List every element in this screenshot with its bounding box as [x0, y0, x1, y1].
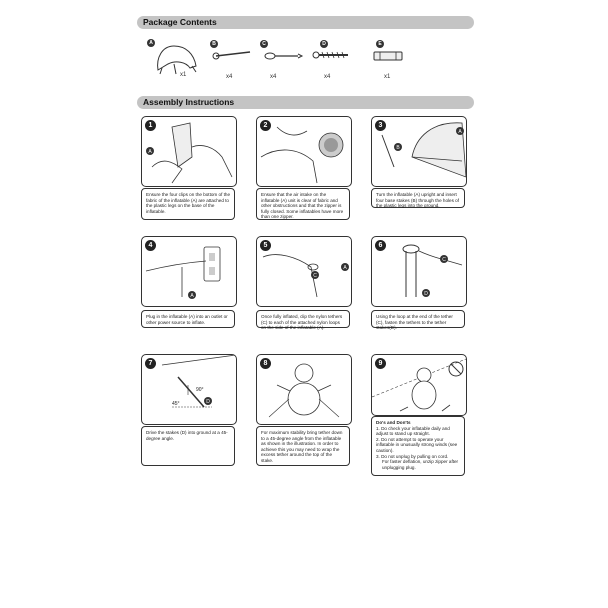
part-e-badge: E	[376, 40, 384, 48]
hands-clip-icon	[142, 117, 236, 186]
step-8-illustration	[256, 354, 352, 425]
part-e-qty: x1	[384, 74, 391, 80]
snowman-tether-icon	[257, 355, 351, 424]
step-6-callout-d: D	[424, 291, 428, 297]
step-2-caption	[256, 188, 350, 220]
step-4-caption-text: Plug in the inflatable (A) into an outlet or other power source to inflate.	[146, 314, 228, 325]
step-7-angle-45: 45°	[172, 401, 180, 407]
step-4-number: 4	[145, 240, 156, 251]
step-5-caption	[256, 310, 350, 331]
step-5-callout-c: C	[313, 273, 317, 279]
step-4-caption	[141, 310, 235, 328]
step-6-number: 6	[375, 240, 386, 251]
dos-donts-item-4: For faster deflation, unzip zipper after unplugging plug.	[382, 459, 459, 470]
step-4-illustration	[141, 236, 237, 307]
part-b	[208, 40, 258, 80]
step-4-callout-a: A	[190, 293, 194, 299]
step-6-caption-text: Using the loop at the end of the tether (C), fasten the tethers to the tether stakes(D).	[376, 314, 453, 331]
part-c	[258, 40, 308, 80]
step-5-illustration	[256, 236, 352, 307]
step-2	[256, 116, 352, 220]
angled-stake-icon	[142, 355, 236, 424]
dos-donts-box	[371, 416, 465, 476]
part-d-qty: x4	[324, 74, 331, 80]
tether-stake-icon	[312, 40, 362, 80]
step-8-caption	[256, 426, 350, 466]
wind-caution-icon	[372, 355, 466, 415]
step-7-illustration	[141, 354, 237, 425]
step-7-angle-90: 90°	[196, 387, 204, 393]
tether-stake-loop-icon	[372, 237, 466, 306]
base-stake-insert-icon	[372, 117, 466, 186]
part-d	[312, 40, 362, 80]
step-3-illustration	[371, 116, 467, 187]
step-9-illustration	[371, 354, 467, 416]
step-5-number: 5	[260, 240, 271, 251]
assembly-instructions-title: Assembly Instructions	[143, 97, 235, 107]
plug-outlet-icon	[142, 237, 236, 306]
step-3-caption	[371, 188, 465, 208]
part-a-qty: x1	[180, 72, 187, 78]
base-stake-icon	[208, 40, 258, 80]
step-6-illustration	[371, 236, 467, 307]
step-1-caption	[141, 188, 235, 220]
step-3-callout-b: B	[396, 145, 400, 151]
package-contents-title: Package Contents	[143, 17, 217, 27]
step-2-number: 2	[260, 120, 271, 131]
part-e	[370, 40, 420, 80]
step-6-callout-c: C	[442, 257, 446, 263]
step-1	[141, 116, 237, 220]
step-8-number: 8	[260, 358, 271, 369]
part-a	[146, 38, 206, 78]
step-6-caption	[371, 310, 465, 331]
dos-donts-title: Do's and Don'ts	[376, 420, 411, 425]
step-1-caption-text: Ensure the four clips on the bottom of the fabric of the inflatable (A) are attached to the plastic legs on the base of the inflatable.	[146, 192, 231, 214]
part-b-qty: x4	[226, 74, 233, 80]
step-3-caption-text: Turn the inflatable (A) upright and insert four base stakes (B) through the holes of the plastic legs into the ground.	[376, 192, 459, 209]
dos-donts-item-1: 1. Do check your inflatable daily and adjust to stand up straight.	[376, 425, 450, 437]
step-6	[371, 236, 467, 331]
package-contents-header	[137, 16, 474, 29]
part-d-badge: D	[320, 40, 328, 48]
step-8	[256, 354, 352, 466]
part-c-badge: C	[260, 40, 268, 48]
dos-donts-item-2: 2. Do not attempt to operate your inflatable in unusually strong winds (see caution).	[376, 436, 458, 453]
step-1-illustration	[141, 116, 237, 187]
step-7-caption-text: Drive the stakes (D) into ground at a 45-degree angle.	[146, 430, 228, 441]
dos-donts-item-3: 3. Do not unplug by pulling on cord.	[376, 453, 449, 459]
step-7-number: 7	[145, 358, 156, 369]
step-1-number: 1	[145, 120, 156, 131]
step-3	[371, 116, 467, 220]
step-9-number: 9	[375, 358, 386, 369]
assembly-instructions-header	[137, 96, 474, 109]
part-b-badge: B	[210, 40, 218, 48]
step-5-caption-text: Once fully inflated, clip the nylon tethers (C) to each of the attached nylon loops on the side of the inflatable (A).	[261, 314, 343, 331]
clip-tether-icon	[257, 237, 351, 306]
step-8-caption-text: For maximum stability bring tether down to a 45-degree angle from the inflatable as shown in the illustration. In order to achieve this you may need to wrap the excess tether around the top of the stake.	[261, 430, 343, 463]
step-2-illustration	[256, 116, 352, 187]
step-5	[256, 236, 352, 331]
step-7-caption	[141, 426, 235, 466]
step-3-callout-a: A	[458, 129, 462, 135]
folded-inflatable-icon	[146, 38, 206, 78]
step-5-callout-a: A	[343, 265, 347, 271]
step-7-callout-d: D	[206, 399, 210, 405]
fuse-icon	[370, 40, 420, 80]
part-a-badge: A	[147, 39, 155, 47]
step-7	[141, 354, 237, 466]
tether-clip-icon	[258, 40, 308, 80]
part-c-qty: x4	[270, 74, 277, 80]
step-9	[371, 354, 467, 476]
step-4	[141, 236, 237, 328]
step-1-callout-a: A	[148, 149, 152, 155]
step-2-caption-text: Ensure that the air intake on the inflatable (A) unit is clear of fabric and other obstructions and that the zipper is fully closed. Some inflatables have more than one zipper.	[261, 192, 344, 220]
step-3-number: 3	[375, 120, 386, 131]
air-intake-icon	[257, 117, 351, 186]
